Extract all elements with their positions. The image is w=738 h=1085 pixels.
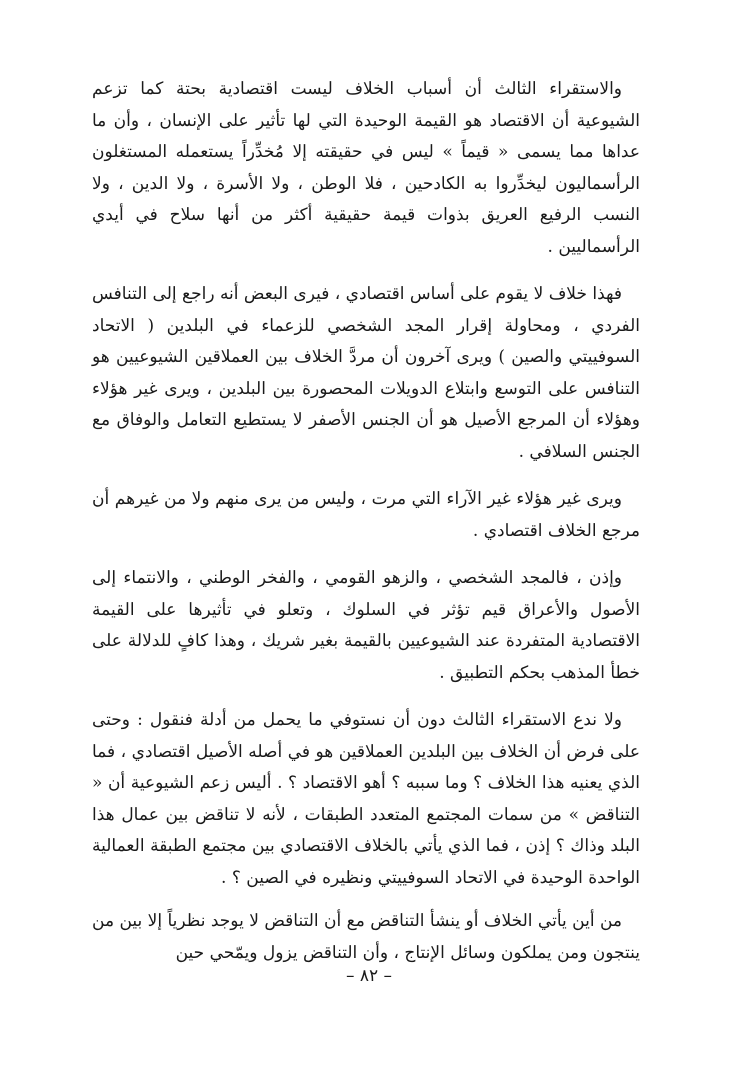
paragraph-5: ولا ندع الاستقراء الثالث دون أن نستوفي ما يحمل من أدلة فنقول : وحتى على فرض أن الخلاف بين البلدين العملاقين هو في أصله الأصيل اقتصادي ، فما الذي يعنيه هذا الخلاف ؟ وما سببه ؟ أهو الاقتصاد ؟ . أليس زعم الشيوعية أن « التناقض » من سمات المجتمع المتعدد الطبقات ، لأنه لا تناقض بين عمال هذا البلد وذاك ؟ إذن ، فما الذي يأتي بالخلاف الاقتصادي بين مجتمع الطبقة العمالية الواحدة الوحيدة في الاتحاد السوفييتي ونظيره في الصين ؟ . [92,710,640,888]
paragraph-2: فهذا خلاف لا يقوم على أساس اقتصادي ، فيرى البعض أنه راجع إلى التنافس الفردي ، ومحاولة إقرار المجد الشخصي للزعماء في البلدين ( الاتحاد السوفييتي والصين ) ويرى آخرون أن مردَّ الخلاف بين العملاقين الشيوعيين هو التنافس على التوسع وابتلاع الدويلات المحصورة بين البلدين ، ويرى غير هؤلاء وهؤلاء أن المرجع الأصيل هو أن الجنس الأصفر لا يستطيع التعامل والوفاق مع الجنس السلافي . [92,284,640,462]
paragraph-4: وإذن ، فالمجد الشخصي ، والزهو القومي ، والفخر الوطني ، والانتماء إلى الأصول والأعراق قيم تؤثر في السلوك ، وتعلو في تأثيرها على القيمة الاقتصادية المتفردة عند الشيوعيين بالقيمة بغير شريك ، وهذا كافٍ للدلالة على خطأ المذهب بحكم التطبيق . [92,568,640,683]
paragraph-6: من أين يأتي الخلاف أو ينشأ التناقض مع أن التناقض لا يوجد نظرياً إلا بين من ينتجون ومن يملكون وسائل الإنتاج ، وأن التناقض يزول ويمّحي حين [92,911,640,963]
body-text [92,74,640,985]
paragraph-3: ويرى غير هؤلاء غير الآراء التي مرت ، وليس من يرى منهم ولا من غيرهم أن مرجع الخلاف اقتصادي . [92,489,640,541]
page-number: – ٨٢ – [345,966,393,986]
paragraph-1: والاستقراء الثالث أن أسباب الخلاف ليست اقتصادية بحتة كما تزعم الشيوعية أن الاقتصاد هو القيمة الوحيدة التي لها تأثير على الإنسان ، وأن ما عداها مما يسمى « قيماً » ليس في حقيقته إلا مُخدِّراً يستعمله المستغلون الرأسماليون ليخدِّروا به الكادحين ، فلا الوطن ، ولا الأسرة ، ولا الدين ، ولا النسب الرفيع العريق بذوات قيمة حقيقية أكثر من أنها سلاح في أيدي الرأسماليين . [92,79,640,257]
